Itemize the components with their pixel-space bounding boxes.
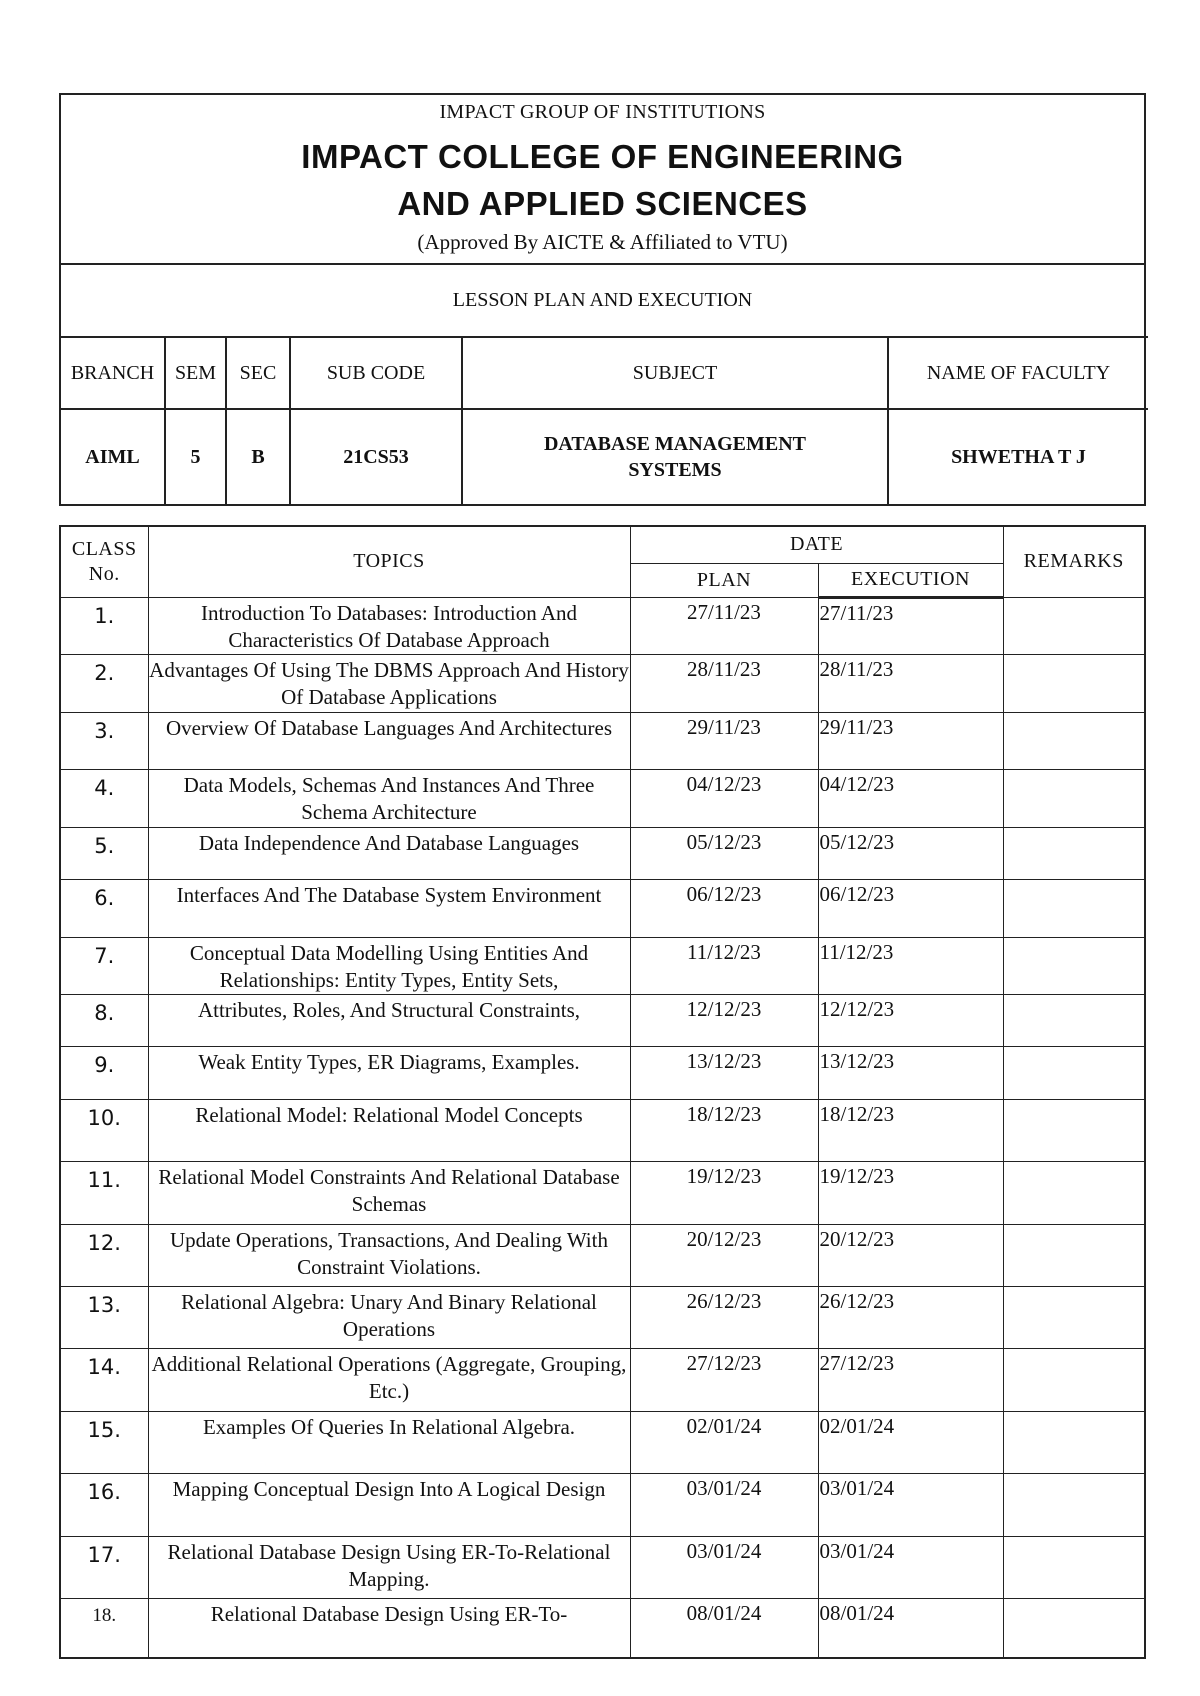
table-row (61, 769, 1144, 827)
plan-date-cell: 18/12/23 (630, 1099, 818, 1161)
plan-date-cell: 03/01/24 (630, 1536, 818, 1598)
topic-cell: Data Models, Schemas And Instances And Three Schema Architecture (148, 769, 630, 827)
execution-date-cell: 28/11/23 (818, 654, 1003, 712)
remarks-cell (1003, 827, 1144, 879)
table-row (61, 1046, 1144, 1099)
subject-label: SUBJECT (462, 337, 888, 409)
approval-note: (Approved By AICTE & Affiliated to VTU) (417, 230, 788, 254)
execution-date-cell: 05/12/23 (818, 827, 1003, 879)
topic-cell: Relational Algebra: Unary And Binary Relational Operations (148, 1286, 630, 1348)
subject-value (462, 409, 888, 504)
plan-date-cell: 12/12/23 (630, 994, 818, 1046)
plan-date-cell: 26/12/23 (630, 1286, 818, 1348)
execution-date-cell: 19/12/23 (818, 1161, 1003, 1224)
plan-date-cell: 02/01/24 (630, 1411, 818, 1473)
class-no-cell: 1. (61, 597, 148, 654)
document-header (59, 93, 1146, 506)
faculty-value: SHWETHA T J (888, 409, 1148, 504)
remarks-cell (1003, 1099, 1144, 1161)
table-row (61, 1598, 1144, 1657)
sub-code-value: 21CS53 (290, 409, 462, 504)
college-name-line-2: AND APPLIED SCIENCES (397, 185, 808, 222)
plan-date-cell: 28/11/23 (630, 654, 818, 712)
class-no-cell: 3. (61, 712, 148, 769)
execution-date-cell: 11/12/23 (818, 937, 1003, 994)
table-row (61, 994, 1144, 1046)
remarks-cell (1003, 1161, 1144, 1224)
remarks-cell (1003, 1536, 1144, 1598)
class-no-header-line-1: CLASS (71, 537, 137, 560)
subject-value-text: DATABASE MANAGEMENT SYSTEMS (543, 433, 807, 481)
execution-date-cell: 27/11/23 (818, 597, 1003, 654)
remarks-cell (1003, 1411, 1144, 1473)
remarks-cell (1003, 879, 1144, 937)
execution-date-cell: 03/01/24 (818, 1473, 1003, 1536)
execution-date-cell: 12/12/23 (818, 994, 1003, 1046)
execution-header: EXECUTION (818, 563, 1003, 597)
table-row (61, 1473, 1144, 1536)
remarks-cell (1003, 712, 1144, 769)
class-no-cell: 12. (61, 1224, 148, 1286)
remarks-cell (1003, 1473, 1144, 1536)
table-row (61, 654, 1144, 712)
sem-value: 5 (165, 409, 226, 504)
plan-date-cell: 27/11/23 (630, 597, 818, 654)
class-no-cell: 11. (61, 1161, 148, 1224)
execution-date-cell: 03/01/24 (818, 1536, 1003, 1598)
topic-cell: Update Operations, Transactions, And Dealing With Constraint Violations. (148, 1224, 630, 1286)
topic-cell: Weak Entity Types, ER Diagrams, Examples. (148, 1046, 630, 1099)
execution-date-cell: 27/12/23 (818, 1348, 1003, 1411)
topic-cell: Attributes, Roles, And Structural Constraints, (148, 994, 630, 1046)
class-no-cell: 10. (61, 1099, 148, 1161)
date-header: DATE (630, 527, 1003, 563)
class-no-cell: 9. (61, 1046, 148, 1099)
plan-date-cell: 11/12/23 (630, 937, 818, 994)
remarks-cell (1003, 597, 1144, 654)
page-title: LESSON PLAN AND EXECUTION (61, 263, 1144, 336)
execution-date-cell: 04/12/23 (818, 769, 1003, 827)
branch-value: AIML (61, 409, 165, 504)
table-row (61, 1411, 1144, 1473)
plan-date-cell: 04/12/23 (630, 769, 818, 827)
table-row (61, 1536, 1144, 1598)
remarks-header: REMARKS (1003, 527, 1144, 597)
topic-cell: Additional Relational Operations (Aggregate, Grouping, Etc.) (148, 1348, 630, 1411)
plan-date-cell: 27/12/23 (630, 1348, 818, 1411)
class-no-cell: 17. (61, 1536, 148, 1598)
remarks-cell (1003, 937, 1144, 994)
remarks-cell (1003, 654, 1144, 712)
class-no-cell: 7. (61, 937, 148, 994)
sec-value: B (226, 409, 290, 504)
plan-header: PLAN (630, 563, 818, 597)
topic-cell: Conceptual Data Modelling Using Entities And Relationships: Entity Types, Entity Sets, (148, 937, 630, 994)
class-no-cell: 16. (61, 1473, 148, 1536)
execution-date-cell: 08/01/24 (818, 1598, 1003, 1657)
class-no-cell: 13. (61, 1286, 148, 1348)
plan-date-cell: 06/12/23 (630, 879, 818, 937)
execution-date-cell: 26/12/23 (818, 1286, 1003, 1348)
table-row (61, 1224, 1144, 1286)
plan-date-cell: 03/01/24 (630, 1473, 818, 1536)
table-row (61, 1348, 1144, 1411)
table-row (61, 1099, 1144, 1161)
table-row (61, 937, 1144, 994)
remarks-cell (1003, 994, 1144, 1046)
institution-group: IMPACT GROUP OF INSTITUTIONS (439, 101, 766, 123)
class-no-cell: 14. (61, 1348, 148, 1411)
execution-date-cell: 06/12/23 (818, 879, 1003, 937)
execution-date-cell: 18/12/23 (818, 1099, 1003, 1161)
table-row (61, 1286, 1144, 1348)
table-row (61, 712, 1144, 769)
college-name-line-1: IMPACT COLLEGE OF ENGINEERING (301, 138, 904, 175)
topic-cell: Relational Model: Relational Model Concepts (148, 1099, 630, 1161)
plan-date-cell: 19/12/23 (630, 1161, 818, 1224)
topic-cell: Relational Database Design Using ER-To-Relational Mapping. (148, 1536, 630, 1598)
topic-cell: Relational Model Constraints And Relational Database Schemas (148, 1161, 630, 1224)
execution-date-cell: 29/11/23 (818, 712, 1003, 769)
execution-date-cell: 02/01/24 (818, 1411, 1003, 1473)
remarks-cell (1003, 1598, 1144, 1657)
class-no-cell: 2. (61, 654, 148, 712)
table-row (61, 827, 1144, 879)
class-no-cell: 6. (61, 879, 148, 937)
execution-date-cell: 13/12/23 (818, 1046, 1003, 1099)
lesson-table-body (61, 597, 1144, 1657)
sec-label: SEC (226, 337, 290, 409)
lesson-table (61, 527, 1144, 1657)
meta-value-row (61, 409, 1148, 504)
lesson-table-wrapper (59, 525, 1146, 1659)
execution-date-cell: 20/12/23 (818, 1224, 1003, 1286)
sub-code-label: SUB CODE (290, 337, 462, 409)
class-no-header (61, 527, 148, 597)
topic-cell: Advantages Of Using The DBMS Approach And History Of Database Applications (148, 654, 630, 712)
sem-label: SEM (165, 337, 226, 409)
topic-cell: Data Independence And Database Languages (148, 827, 630, 879)
topic-cell: Mapping Conceptual Design Into A Logical Design (148, 1473, 630, 1536)
class-no-cell: 5. (61, 827, 148, 879)
plan-date-cell: 05/12/23 (630, 827, 818, 879)
meta-label-row (61, 337, 1148, 409)
class-no-cell: 15. (61, 1411, 148, 1473)
topic-cell: Relational Database Design Using ER-To- (148, 1598, 630, 1657)
remarks-cell (1003, 1046, 1144, 1099)
class-no-cell: 4. (61, 769, 148, 827)
plan-date-cell: 20/12/23 (630, 1224, 818, 1286)
course-meta-table (61, 336, 1148, 504)
topics-header: TOPICS (148, 527, 630, 597)
plan-date-cell: 29/11/23 (630, 712, 818, 769)
table-row (61, 1161, 1144, 1224)
table-row (61, 597, 1144, 654)
class-no-cell: 18. (61, 1598, 148, 1657)
table-row (61, 879, 1144, 937)
topic-cell: Interfaces And The Database System Environment (148, 879, 630, 937)
plan-date-cell: 08/01/24 (630, 1598, 818, 1657)
plan-date-cell: 13/12/23 (630, 1046, 818, 1099)
class-no-cell: 8. (61, 994, 148, 1046)
branch-label: BRANCH (61, 337, 165, 409)
remarks-cell (1003, 1348, 1144, 1411)
topic-cell: Introduction To Databases: Introduction And Characteristics Of Database Approach (148, 597, 630, 654)
table-header-row-1 (61, 527, 1144, 563)
remarks-cell (1003, 1286, 1144, 1348)
remarks-cell (1003, 769, 1144, 827)
topic-cell: Examples Of Queries In Relational Algebra. (148, 1411, 630, 1473)
faculty-label: NAME OF FACULTY (888, 337, 1148, 409)
remarks-cell (1003, 1224, 1144, 1286)
class-no-header-line-2: No. (88, 562, 120, 585)
topic-cell: Overview Of Database Languages And Architectures (148, 712, 630, 769)
